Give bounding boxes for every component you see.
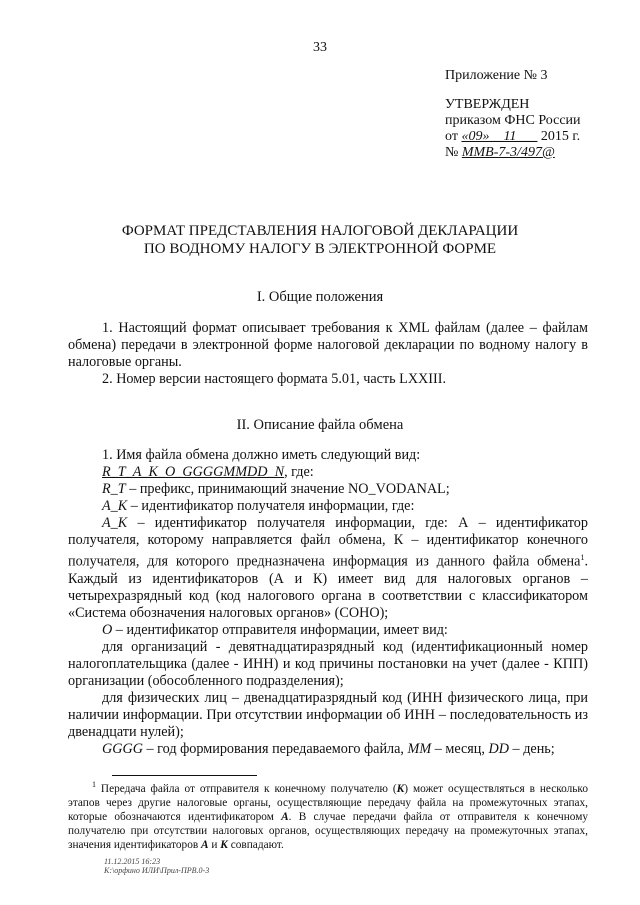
page-number: 33 <box>313 40 327 55</box>
approval-heading: УТВЕРЖДЕН <box>445 97 530 112</box>
handwritten-number: ММВ-7-3/497@ <box>461 145 555 160</box>
footnote: $^1$ Передача файла от отправителя к конечному получателю (К) может осуществляться в несколько этапов через другие налоговые органы, осуществляющие передачу файла на промежуточных этапах, которые обозначаются идентификатором А. В случае передачи файла от отправителя к конечному получателю при отсутствии налоговых органов, осуществляющих передачу на промежуточных этапах, значения идентификаторов А и К совпадают. <box>68 780 589 851</box>
paragraph: 1. Настоящий формат описывает требования к XML файлам (далее – файлам обмена) передачи в электронной форме налоговой декларации по водному налогу в налоговые органы. <box>68 320 588 370</box>
paragraph: 1. Имя файла обмена должно иметь следующий вид: <box>102 447 421 463</box>
paragraph: O – идентификатор отправителя информации, имеет вид: <box>102 621 448 638</box>
section-2-heading: II. Описание файла обмена <box>236 417 404 433</box>
paragraph: для организаций - девятнадцатиразрядный код (идентификационный номер налогоплательщика (далее - ИНН) и код причины постановки на учет (далее - КПП) организации (обособленного подразделения); <box>68 638 588 689</box>
section-1-heading: I. Общие положения <box>256 289 384 305</box>
document-title: ФОРМАТ ПРЕДСТАВЛЕНИЯ НАЛОГОВОЙ ДЕКЛАРАЦИИ ПО ВОДНОМУ НАЛОГУ В ЭЛЕКТРОННОЙ ФОРМЕ <box>121 223 519 257</box>
paragraph: R_T_A_K_O_GGGGMMDD_N, где: <box>102 464 314 480</box>
approval-order: приказом ФНС России <box>445 113 581 128</box>
approval-number: № ММВ-7-3/497@ <box>445 145 555 160</box>
paragraph: 2. Номер версии настоящего формата 5.01, часть LXXIII. <box>102 371 447 387</box>
appendix-label: Приложение № 3 <box>445 68 548 83</box>
approval-date: от «09»__11___ 2015 г. <box>445 129 581 144</box>
paragraph: A_K – идентификатор получателя информации, где: А – идентификатор получателя, которому направляется файл обмена, К – идентификатор конечного получателя, для которого предназначена информация из данного файла обмена$^1$. Каждый из идентификаторов (А и К) имеет вид для налоговых органов – четырехразрядный код (код налогового органа в соответствии с классификатором «Система обозначения налоговых органов» (СОНО); <box>68 515 588 621</box>
footnote-separator <box>112 775 257 776</box>
approval-block <box>445 97 581 161</box>
section-2-body <box>68 447 588 758</box>
file-stamp: 11.12.2015 16:23 К:\орфино ИЛИ\Прил-ПРВ.0-3 <box>104 857 210 875</box>
paragraph: A_K – идентификатор получателя информации, где: <box>102 498 415 514</box>
paragraph: для физических лиц – двенадцатиразрядный код (ИНН физического лица, при наличии информации. При отсутствии информации об ИНН – последовательность из двенадцати нулей); <box>68 689 588 740</box>
handwritten-date: «09»__11___ <box>461 129 538 144</box>
paragraph: R_T – префикс, принимающий значение NO_VODANAL; <box>102 481 450 497</box>
section-1-body <box>68 320 588 388</box>
paragraph: GGGG – год формирования передаваемого файла, MM – месяц, DD – день; <box>102 740 555 757</box>
